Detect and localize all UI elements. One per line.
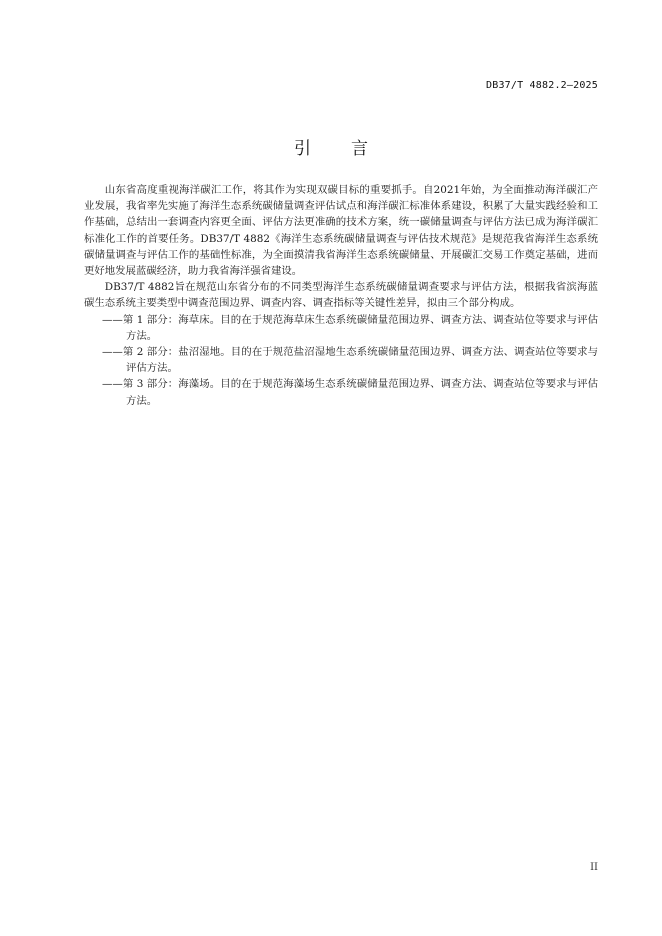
intro-paragraph-1: 山东省高度重视海洋碳汇工作，将其作为实现双碳目标的重要抓手。自2021年始，为全面推动海洋碳汇产业发展，我省率先实施了海洋生态系统碳储量调查评估试点和海洋碳汇标准体系建设，积累了大量实践经验和工作基础，总结出一套调查内容更全面、评估方法更准确的技术方案，统一碳储量调查与评估方法已成为海洋碳汇标准化工作的首要任务。DB37/T 4882《海洋生态系统碳储量调查与评估技术规范》是规范我省海洋生态系统碳储量调查与评估工作的基础性标准，为全面摸清我省海洋生态系统碳储量、开展碳汇交易工作奠定基础，进而更好地发展蓝碳经济，助力我省海洋强省建设。 (84, 184, 598, 278)
part-item-2: ——第 2 部分：盐沼湿地。目的在于规范盐沼湿地生态系统碳储量范围边界、调查方法、调查站位等要求与评估方法。 (102, 346, 598, 375)
part-item-3: ——第 3 部分：海藻场。目的在于规范海藻场生态系统碳储量范围边界、调查方法、调查站位等要求与评估方法。 (102, 378, 598, 407)
document-code: DB37/T 4882.2—2025 (486, 80, 598, 91)
body-text (84, 182, 598, 409)
intro-paragraph-2: DB37/T 4882旨在规范山东省分布的不同类型海洋生态系统碳储量调查要求与评估方法，根据我省滨海蓝碳生态系统主要类型中调查范围边界、调查内容、调查指标等关键性差异，拟由三个部分构成。 (84, 281, 598, 310)
page-number: II (590, 862, 598, 873)
part-item-1: ——第 1 部分：海草床。目的在于规范海草床生态系统碳储量范围边界、调查方法、调查站位等要求与评估方法。 (102, 313, 598, 342)
section-title: 引言 (294, 139, 408, 159)
